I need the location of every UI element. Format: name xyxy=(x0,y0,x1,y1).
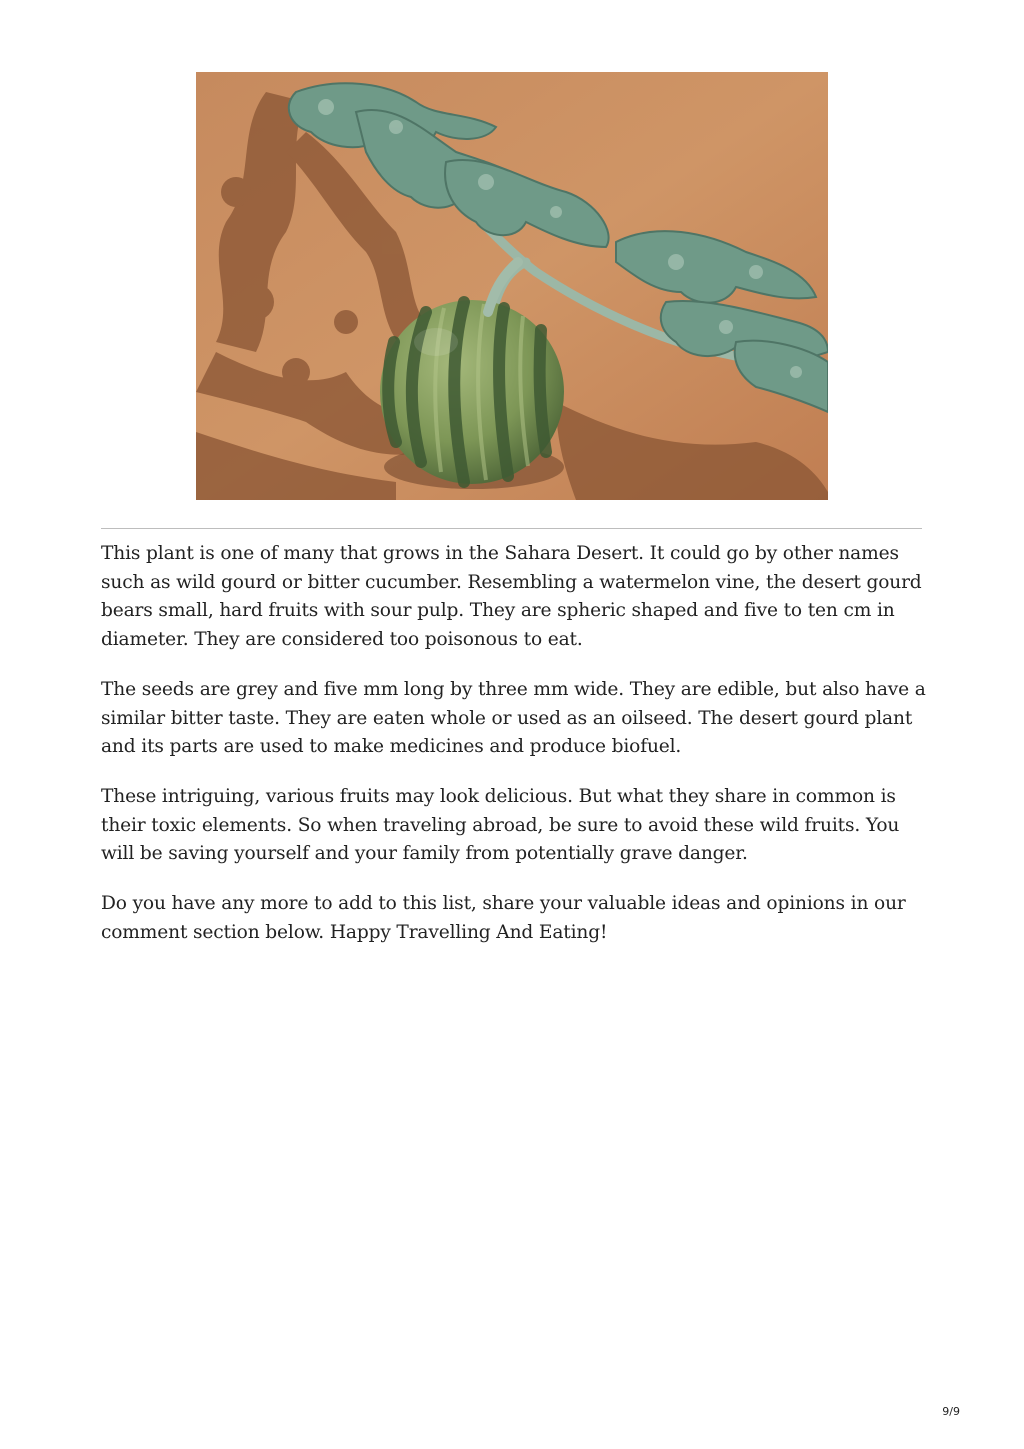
desert-gourd-photo xyxy=(196,72,828,500)
paragraph-warning: These intriguing, various fruits may look delicious. But what they share in common is their toxic elements. So when traveling abroad, be sure to avoid these wild fruits. You will be saving yourself and your family from potentially grave danger. xyxy=(101,785,900,865)
paragraph-desert-gourd-description: This plant is one of many that grows in the Sahara Desert. It could go by other names such as wild gourd or bitter cucumber. Resembling a watermelon vine, the desert gourd bears small, hard fruits with sour pulp. They are spheric shaped and five to ten cm in diameter. They are considered too poisonous to eat. xyxy=(101,543,922,651)
section-divider xyxy=(101,528,922,529)
page-number: 9/9 xyxy=(942,1405,960,1418)
article-body xyxy=(101,540,927,968)
paragraph-closing: Do you have any more to add to this list, share your valuable ideas and opinions in our comment section below. Happy Travelling And Eating! xyxy=(101,893,906,943)
paragraph-seeds: The seeds are grey and five mm long by three mm wide. They are edible, but also have a similar bitter taste. They are eaten whole or used as an oilseed. The desert gourd plant and its parts are used to make medicines and produce biofuel. xyxy=(101,678,926,758)
